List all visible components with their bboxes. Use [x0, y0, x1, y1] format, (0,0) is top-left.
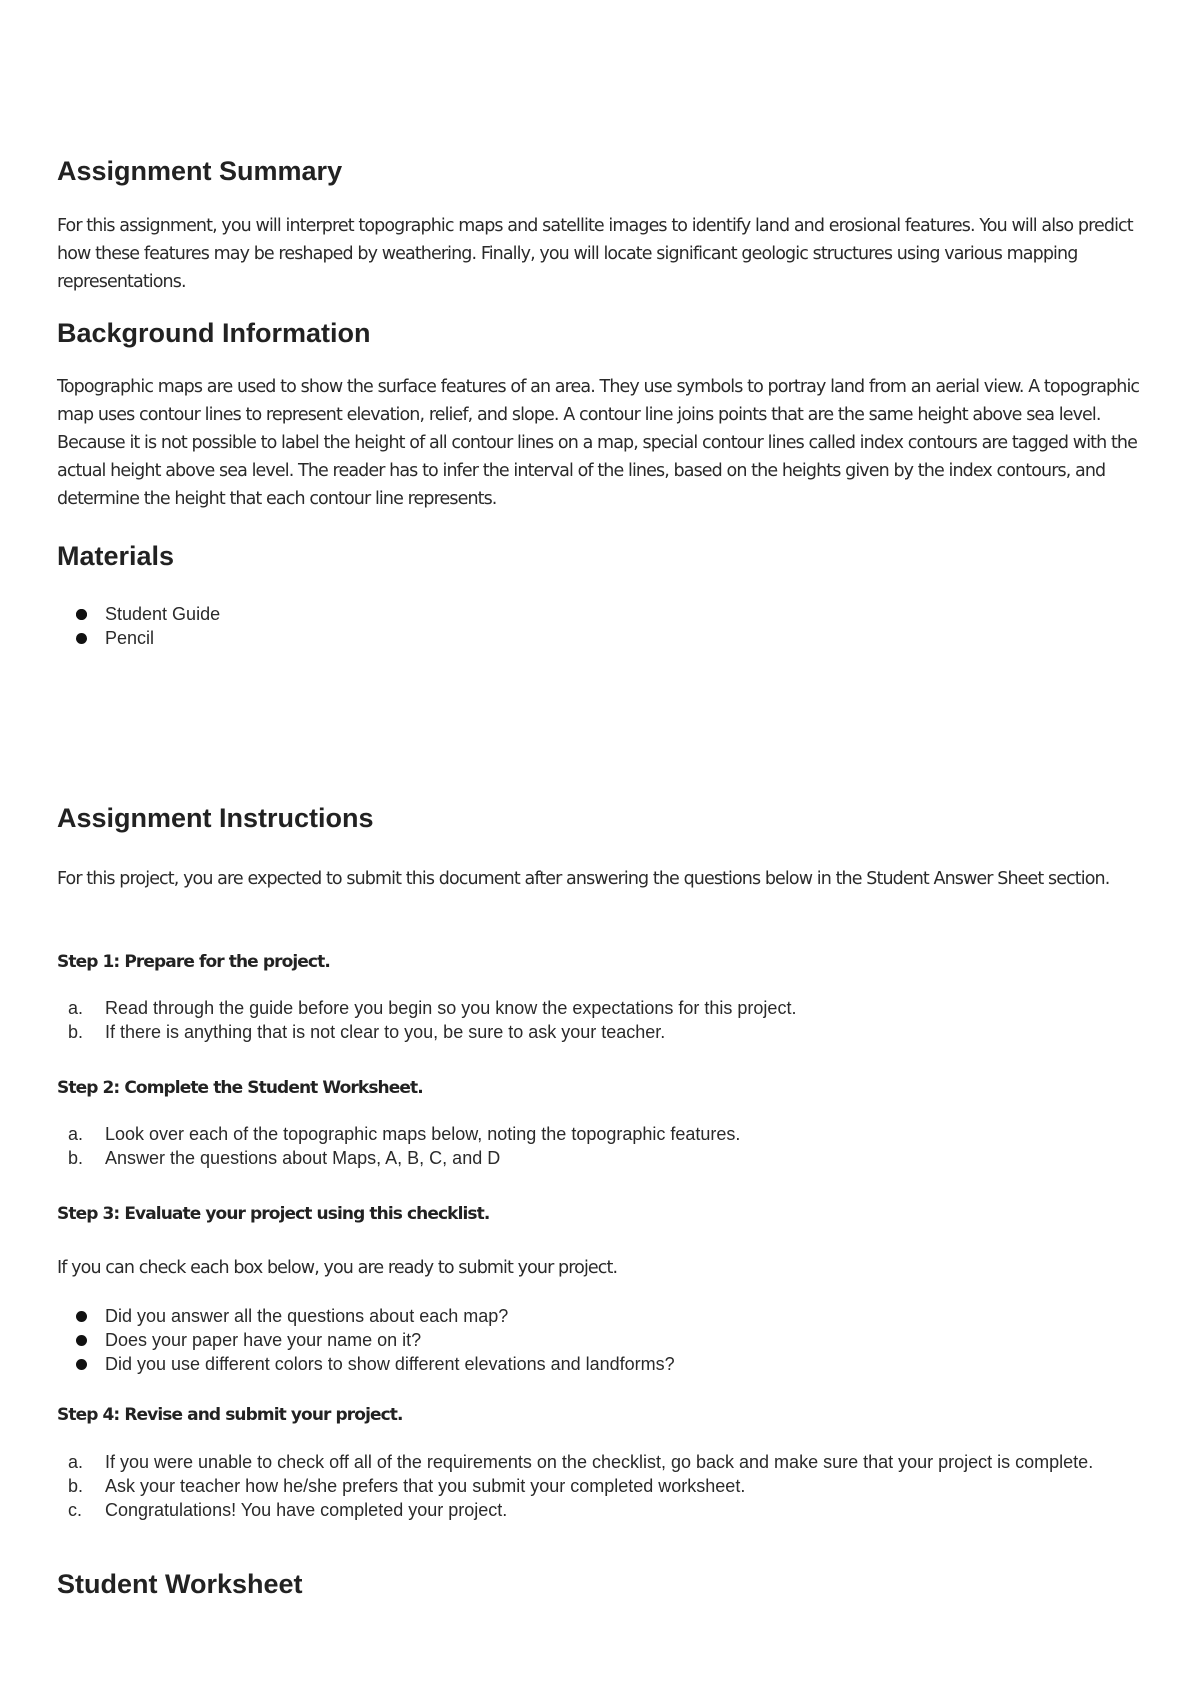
step3-intro: If you can check each box below, you are ready to submit your project. — [57, 1258, 618, 1278]
materials-list — [57, 602, 1147, 650]
bullet-icon — [76, 1359, 87, 1370]
background-text: Topographic maps are used to show the surface features of an area. They use symbols to portray land from an aerial view. A topographic map uses contour lines to represent elevation, relief, and slope. A contour line joins points that are the same height above sea level. Because it is not possible to label the height of all contour lines on a map, special contour lines called index contours are tagged with the actual height above sea level. The reader has to infer the interval of the lines, based on the heights given by the index contours, and determine the height that each contour line represents. — [57, 377, 1140, 509]
list-item: c. Congratulations! You have completed your project. — [68, 1500, 508, 1520]
instructions-heading: Assignment Instructions — [57, 803, 374, 833]
bullet-icon — [76, 609, 87, 620]
worksheet-heading: Student Worksheet — [57, 1569, 303, 1599]
list-item: a. Read through the guide before you begin so you know the expectations for this project. — [68, 998, 797, 1018]
step1-title: Step 1: Prepare for the project. — [57, 952, 330, 972]
bullet-icon — [76, 633, 87, 644]
list-item: a. If you were unable to check off all of the requirements on the checklist, go back and make sure that your project is complete. — [68, 1452, 1094, 1472]
summary-heading: Assignment Summary — [57, 156, 343, 186]
list-item: Did you use different colors to show different elevations and landforms? — [57, 1352, 1147, 1376]
list-item: Pencil — [57, 626, 1147, 650]
step1-list — [57, 996, 1147, 1044]
step3-checklist — [57, 1304, 1147, 1376]
instructions-intro: For this project, you are expected to submit this document after answering the questions below in the Student Answer Sheet section. — [57, 869, 1110, 889]
step2-list — [57, 1122, 1147, 1170]
step2-title: Step 2: Complete the Student Worksheet. — [57, 1078, 423, 1098]
list-item: b. Answer the questions about Maps, A, B, C, and D — [68, 1148, 501, 1168]
list-item: a. Look over each of the topographic maps below, noting the topographic features. — [68, 1124, 741, 1144]
summary-text: For this assignment, you will interpret topographic maps and satellite images to identify land and erosional features. You will also predict how these features may be reshaped by weathering. Finally, you will locate significant geologic structures using various mapping representations. — [57, 216, 1133, 292]
list-item: b. If there is anything that is not clear to you, be sure to ask your teacher. — [68, 1022, 666, 1042]
background-heading: Background Information — [57, 318, 371, 348]
bullet-icon — [76, 1335, 87, 1346]
list-item: Student Guide — [57, 602, 1147, 626]
step4-title: Step 4: Revise and submit your project. — [57, 1405, 403, 1425]
list-item: Does your paper have your name on it? — [57, 1328, 1147, 1352]
bullet-icon — [76, 1311, 87, 1322]
step3-title: Step 3: Evaluate your project using this checklist. — [57, 1204, 490, 1224]
list-item: b. Ask your teacher how he/she prefers that you submit your completed worksheet. — [68, 1476, 746, 1496]
list-item: Did you answer all the questions about each map? — [57, 1304, 1147, 1328]
materials-heading: Materials — [57, 541, 175, 571]
step4-list — [57, 1450, 1147, 1522]
